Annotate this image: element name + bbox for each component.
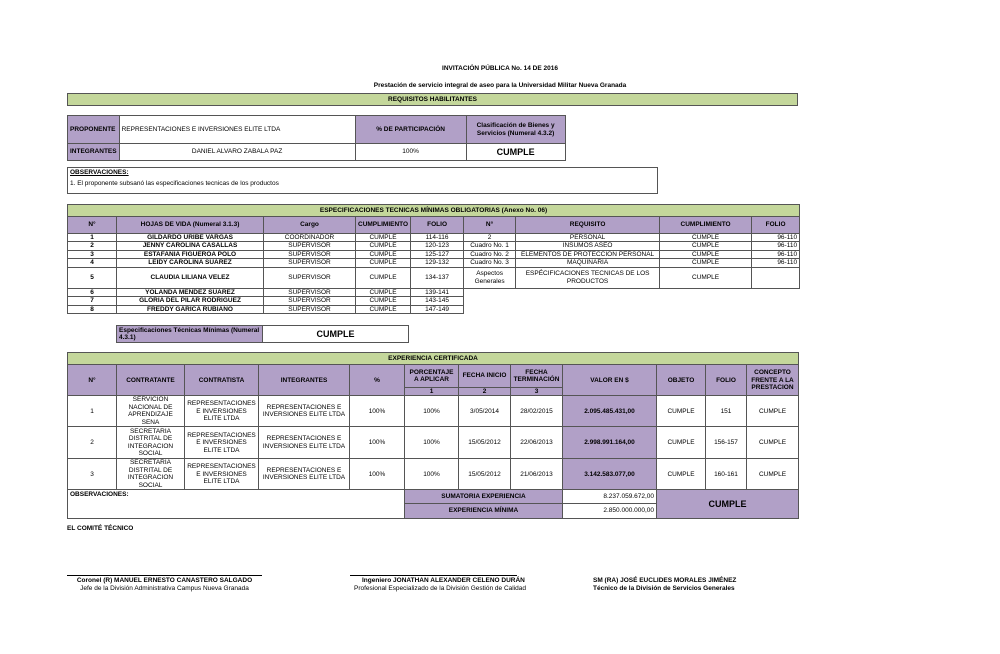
signature-role-1: Jefe de la División Administrativa Campus Nueva Granada xyxy=(80,585,249,592)
proponente-table xyxy=(67,115,566,161)
row-contratista: REPRESENTACIONES E INVERSIONES ELITE LTDA xyxy=(185,396,259,427)
subnum-3: 3 xyxy=(511,388,563,396)
minimas-table xyxy=(116,325,409,343)
col-folio: FOLIO xyxy=(706,365,747,396)
person-name: GILDARDO URIBE VARGAS xyxy=(117,234,264,242)
req-cumplimiento: CUMPLE xyxy=(660,267,752,288)
col-cumplimiento: CUMPLIMIENTO xyxy=(356,217,411,234)
person-cargo: SUPERVISOR xyxy=(264,250,356,258)
person-cumplimiento: CUMPLE xyxy=(356,250,411,258)
row-num: 3 xyxy=(68,459,117,490)
observaciones-text: 1. El proponente subsanó las especificaciones tecnicas de los productos xyxy=(70,180,279,188)
col-contratante: CONTRATANTE xyxy=(117,365,185,396)
row-folio: 151 xyxy=(706,396,747,427)
row-pct: 100% xyxy=(350,427,405,459)
row-folio: 160-161 xyxy=(706,459,747,490)
person-num: 6 xyxy=(68,288,117,296)
table-row xyxy=(68,250,800,258)
row-concepto: CUMPLE xyxy=(747,396,799,427)
integrantes-label: INTEGRANTES xyxy=(68,144,120,161)
signature-name-2: Ingeniero JONATHAN ALEXANDER CELENO DURÁN xyxy=(362,577,525,584)
row-porcentaje: 100% xyxy=(405,396,459,427)
subnum-1: 1 xyxy=(405,388,459,396)
classification-header: Clasificación de Bienes y Servicios (Numeral 4.3.2) xyxy=(466,116,565,144)
person-cumplimiento: CUMPLE xyxy=(356,297,411,305)
col-num: N° xyxy=(68,217,117,234)
signature-name-3: SM (RA) JOSÉ EUCLIDES MORALES JIMÉNEZ xyxy=(593,577,737,584)
person-cargo: SUPERVISOR xyxy=(264,259,356,267)
experiencia-table xyxy=(67,352,799,519)
col-contratista: CONTRATISTA xyxy=(185,365,259,396)
col-objeto: OBJETO xyxy=(657,365,706,396)
table-row xyxy=(68,267,800,288)
req-num: Aspectos Generales xyxy=(464,267,516,288)
minimas-result: CUMPLE xyxy=(263,326,409,343)
row-valor: 2.998.991.164,00 xyxy=(563,427,657,459)
person-cargo: SUPERVISOR xyxy=(264,242,356,250)
participation-header: % DE PARTICIPACIÓN xyxy=(355,116,466,144)
person-num: 1 xyxy=(68,234,117,242)
req-folio: 96-110 xyxy=(752,259,800,267)
table-row xyxy=(68,234,800,242)
signature-line-1 xyxy=(67,575,262,576)
req-name: MAQUINARIA xyxy=(516,259,660,267)
table-row xyxy=(68,242,800,250)
row-fecha-inicio: 15/05/2012 xyxy=(459,459,511,490)
col-requisito: REQUISITO xyxy=(516,217,660,234)
person-name: CLAUDIA LILIANA VELEZ xyxy=(117,267,264,288)
person-name: FREDDY GARICA RUBIANO xyxy=(117,305,264,313)
person-cumplimiento: CUMPLE xyxy=(356,288,411,296)
row-fecha-terminacion: 22/06/2013 xyxy=(511,427,563,459)
row-fecha-inicio: 3/05/2014 xyxy=(459,396,511,427)
table-row xyxy=(68,459,799,490)
table-row xyxy=(68,305,800,313)
person-folio: 147-149 xyxy=(411,305,464,313)
person-folio: 125-127 xyxy=(411,250,464,258)
row-porcentaje: 100% xyxy=(405,427,459,459)
row-objeto: CUMPLE xyxy=(657,427,706,459)
table-row xyxy=(68,288,800,296)
proponente-label: PROPONENTE xyxy=(68,116,120,144)
row-contratista: REPRESENTACIONES E INVERSIONES ELITE LTDA xyxy=(185,427,259,459)
col-folio: FOLIO xyxy=(411,217,464,234)
observaciones-box xyxy=(67,167,658,194)
req-folio: 96-110 xyxy=(752,250,800,258)
person-cargo: SUPERVISOR xyxy=(264,305,356,313)
person-cargo: SUPERVISOR xyxy=(264,267,356,288)
document-subtitle: Prestación de servicio integral de aseo para la Universidad Militar Nueva Granada xyxy=(373,82,627,89)
especificaciones-table xyxy=(67,204,800,314)
row-pct: 100% xyxy=(350,396,405,427)
person-num: 7 xyxy=(68,297,117,305)
person-cargo: SUPERVISOR xyxy=(264,297,356,305)
experiencia-header-row xyxy=(68,365,799,388)
participation-value: 100% xyxy=(355,144,466,161)
subnum-2: 2 xyxy=(459,388,511,396)
especificaciones-title: ESPECIFICACIONES TECNICAS MÍNIMAS OBLIGATORIAS (Anexo No. 06) xyxy=(68,205,800,217)
row-objeto: CUMPLE xyxy=(657,396,706,427)
row-pct: 100% xyxy=(350,459,405,490)
col-cargo: Cargo xyxy=(264,217,356,234)
requisitos-title: REQUISITOS HABILITANTES xyxy=(68,94,798,106)
req-num: 2 xyxy=(464,234,516,242)
signature-role-2: Profesional Especializado de la División Gestión de Calidad xyxy=(354,585,526,592)
row-concepto: CUMPLE xyxy=(747,459,799,490)
document-title: INVITACIÓN PÚBLICA No. 14 DE 2016 xyxy=(442,65,558,72)
table-row xyxy=(68,427,799,459)
req-cumplimiento: CUMPLE xyxy=(660,242,752,250)
proponente-name: REPRESENTACIONES E INVERSIONES ELITE LTDA xyxy=(119,116,355,144)
table-row xyxy=(68,259,800,267)
col-pct: % xyxy=(350,365,405,396)
row-valor: 3.142.583.077,00 xyxy=(563,459,657,490)
col-concepto: CONCEPTO FRENTE A LA PRESTACION xyxy=(747,365,799,396)
req-folio: 96-110 xyxy=(752,242,800,250)
row-contratista: REPRESENTACIONES E INVERSIONES ELITE LTDA xyxy=(185,459,259,490)
col-fecha-inicio: FECHA INICIO xyxy=(459,365,511,388)
person-name: GLORIA DEL PILAR RODRIGUEZ xyxy=(117,297,264,305)
row-contratante: SERVICION NACIONAL DE APRENDIZAJE SENA xyxy=(117,396,185,427)
req-num: Cuadro No. 3 xyxy=(464,259,516,267)
table-row xyxy=(68,297,800,305)
req-name: PERSONAL xyxy=(516,234,660,242)
row-contratante: SECRETARIA DISTRITAL DE INTEGRACION SOCIAL xyxy=(117,427,185,459)
row-integrantes: REPRESENTACIONES E INVERSIONES ELITE LTDA xyxy=(259,396,350,427)
col-fecha-terminacion: FECHA TERMINACIÓN xyxy=(511,365,563,388)
row-contratante: SECRETARIA DISTRITAL DE INTEGRACION SOCIAL xyxy=(117,459,185,490)
col-integrantes: INTEGRANTES xyxy=(259,365,350,396)
person-cargo: SUPERVISOR xyxy=(264,288,356,296)
person-name: YOLANDA MENDEZ SUAREZ xyxy=(117,288,264,296)
experiencia-observaciones: OBSERVACIONES: xyxy=(68,490,405,519)
person-num: 4 xyxy=(68,259,117,267)
person-name: LEIDY CAROLINA SUAREZ xyxy=(117,259,264,267)
col-valor: VALOR EN $ xyxy=(563,365,657,396)
row-fecha-terminacion: 28/02/2015 xyxy=(511,396,563,427)
person-cumplimiento: CUMPLE xyxy=(356,267,411,288)
minima-value: 2.850.000.000,00 xyxy=(563,504,657,519)
minima-label: EXPERIENCIA MÍNIMA xyxy=(405,504,563,519)
row-num: 1 xyxy=(68,396,117,427)
row-concepto: CUMPLE xyxy=(747,427,799,459)
person-num: 2 xyxy=(68,242,117,250)
req-cumplimiento: CUMPLE xyxy=(660,234,752,242)
observaciones-label: OBSERVACIONES: xyxy=(70,169,129,176)
experiencia-result: CUMPLE xyxy=(657,490,799,519)
col-hojas-vida: HOJAS DE VIDA (Numeral 3.1.3) xyxy=(117,217,264,234)
row-folio: 156-157 xyxy=(706,427,747,459)
row-valor: 2.095.485.431,00 xyxy=(563,396,657,427)
req-cumplimiento: CUMPLE xyxy=(660,250,752,258)
row-fecha-terminacion: 21/06/2013 xyxy=(511,459,563,490)
row-integrantes: REPRESENTACIONES E INVERSIONES ELITE LTDA xyxy=(259,459,350,490)
row-fecha-inicio: 15/05/2012 xyxy=(459,427,511,459)
person-folio: 120-123 xyxy=(411,242,464,250)
person-num: 3 xyxy=(68,250,117,258)
especificaciones-header-row xyxy=(68,217,800,234)
req-num: Cuadro No. 2 xyxy=(464,250,516,258)
person-folio: 139-141 xyxy=(411,288,464,296)
req-num: Cuadro No. 1 xyxy=(464,242,516,250)
person-name: ESTAFANIA FIGUEROA POLO xyxy=(117,250,264,258)
req-name: INSUMOS ASEO xyxy=(516,242,660,250)
minimas-label: Especificaciones Técnicas Mínimas (Numeral 4.3.1) xyxy=(117,326,263,343)
row-objeto: CUMPLE xyxy=(657,459,706,490)
person-folio: 143-145 xyxy=(411,297,464,305)
requisitos-header xyxy=(67,93,798,106)
signature-role-3: Técnico de la División de Servicios Generales xyxy=(593,585,735,592)
table-row xyxy=(68,396,799,427)
person-name: JENNY CAROLINA CASALLAS xyxy=(117,242,264,250)
person-cumplimiento: CUMPLE xyxy=(356,259,411,267)
col-folio-req: FOLIO xyxy=(752,217,800,234)
col-porcentaje: PORCENTAJE A APLICAR xyxy=(405,365,459,388)
row-num: 2 xyxy=(68,427,117,459)
req-folio: 96-110 xyxy=(752,234,800,242)
empty-cell xyxy=(464,297,800,305)
req-folio xyxy=(752,267,800,288)
col-cumplimiento-req: CUMPLIMIENTO xyxy=(660,217,752,234)
signature-line-2 xyxy=(350,575,517,576)
person-cumplimiento: CUMPLE xyxy=(356,242,411,250)
sumatoria-value: 8.237.059.672,00 xyxy=(563,490,657,504)
person-cumplimiento: CUMPLE xyxy=(356,305,411,313)
empty-cell xyxy=(464,288,800,296)
integrante-name: DANIEL ALVARO ZABALA PAZ xyxy=(119,144,355,161)
person-cumplimiento: CUMPLE xyxy=(356,234,411,242)
person-folio: 129-132 xyxy=(411,259,464,267)
empty-cell xyxy=(464,305,800,313)
row-porcentaje: 100% xyxy=(405,459,459,490)
experiencia-title: EXPERIENCIA CERTIFICADA xyxy=(68,353,799,365)
person-cargo: COORDINADOR xyxy=(264,234,356,242)
signature-name-1: Coronel (R) MANUEL ERNESTO CANASTERO SALGADO xyxy=(76,577,253,584)
req-name: ELEMENTOS DE PROTECCION PERSONAL xyxy=(516,250,660,258)
col-num: N° xyxy=(68,365,117,396)
person-num: 8 xyxy=(68,305,117,313)
person-folio: 134-137 xyxy=(411,267,464,288)
row-integrantes: REPRESENTACIONES E INVERSIONES ELITE LTDA xyxy=(259,427,350,459)
sumatoria-label: SUMATORIA EXPERIENCIA xyxy=(405,490,563,504)
person-folio: 114-116 xyxy=(411,234,464,242)
col-num-req: N° xyxy=(464,217,516,234)
req-cumplimiento: CUMPLE xyxy=(660,259,752,267)
req-name: ESPÉCIFICACIONES TECNICAS DE LOS PRODUCTOS xyxy=(516,267,660,288)
person-num: 5 xyxy=(68,267,117,288)
comite-label: EL COMITÉ TÉCNICO xyxy=(67,525,134,532)
classification-result: CUMPLE xyxy=(466,144,565,161)
